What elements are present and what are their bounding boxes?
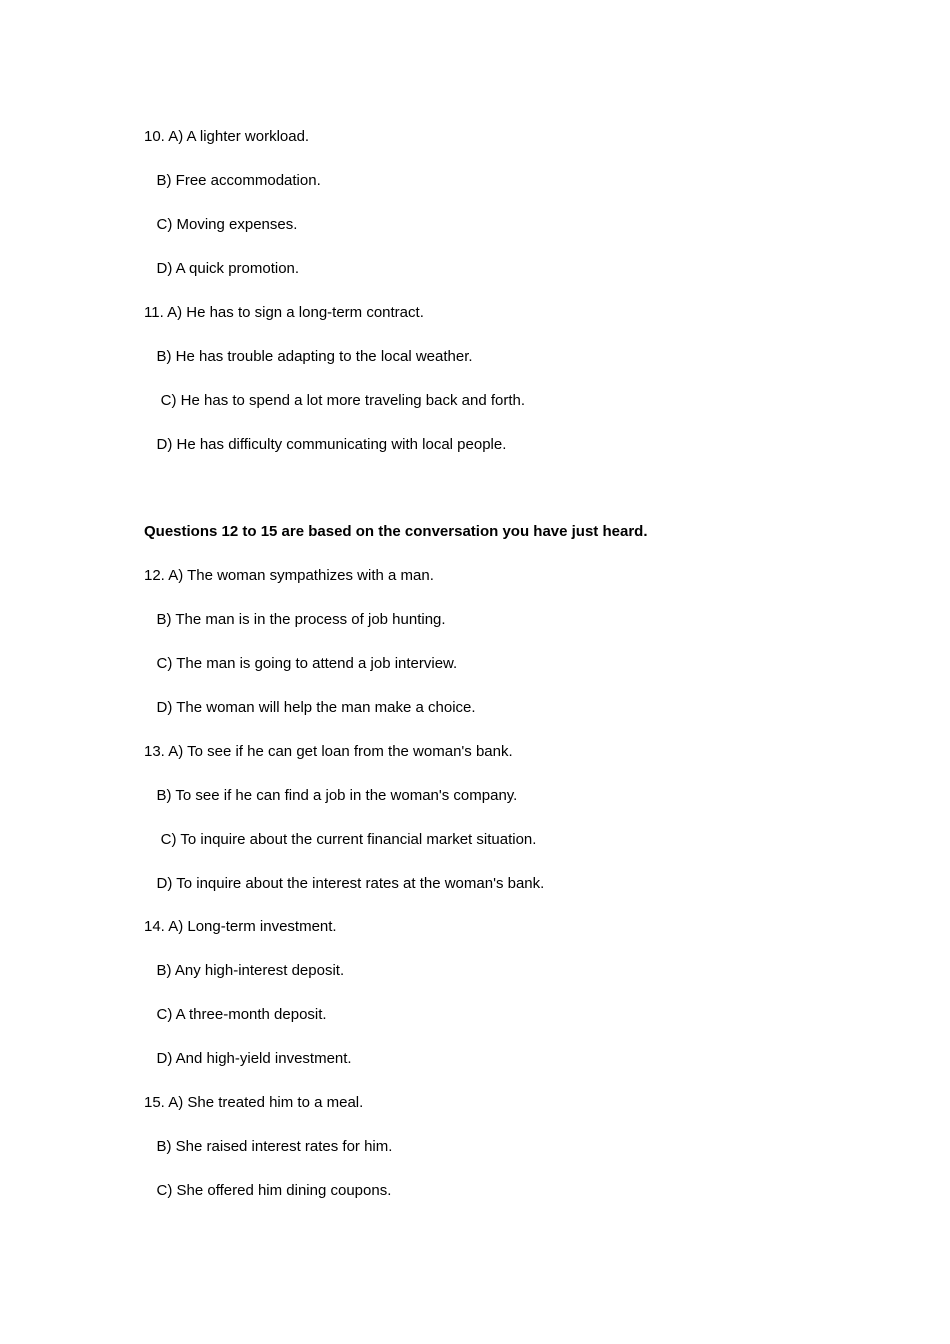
q11-option-a: 11. A) He has to sign a long-term contract. — [144, 304, 424, 321]
q14-option-c: C) A three-month deposit. — [144, 1006, 327, 1023]
q11-option-b: B) He has trouble adapting to the local weather. — [144, 348, 473, 365]
q13-option-b: B) To see if he can find a job in the woman's company. — [144, 787, 518, 804]
q14-option-d: D) And high-yield investment. — [144, 1050, 352, 1067]
q12-option-c: C) The man is going to attend a job interview. — [144, 655, 458, 672]
q15-option-b: B) She raised interest rates for him. — [144, 1138, 393, 1155]
q13-option-a: 13. A) To see if he can get loan from the woman's bank. — [144, 743, 513, 760]
q15-option-a: 15. A) She treated him to a meal. — [144, 1094, 364, 1111]
q12-option-d: D) The woman will help the man make a choice. — [144, 699, 476, 716]
q11-option-d: D) He has difficulty communicating with local people. — [144, 436, 507, 453]
q10-option-c: C) Moving expenses. — [144, 216, 298, 233]
q10-option-d: D) A quick promotion. — [144, 260, 300, 277]
q12-option-a: 12. A) The woman sympathizes with a man. — [144, 567, 434, 584]
q13-option-d: D) To inquire about the interest rates at the woman's bank. — [144, 875, 545, 892]
section-heading-12-15: Questions 12 to 15 are based on the conversation you have just heard. — [144, 523, 648, 540]
q13-option-c: C) To inquire about the current financial market situation. — [144, 831, 537, 848]
q10-option-a: 10. A) A lighter workload. — [144, 128, 310, 145]
q14-option-a: 14. A) Long-term investment. — [144, 918, 337, 935]
q12-option-b: B) The man is in the process of job hunting. — [144, 611, 446, 628]
q14-option-b: B) Any high-interest deposit. — [144, 962, 345, 979]
q15-option-c: C) She offered him dining coupons. — [144, 1182, 392, 1199]
q11-option-c: C) He has to spend a lot more traveling back and forth. — [144, 392, 526, 409]
q10-option-b: B) Free accommodation. — [144, 172, 321, 189]
